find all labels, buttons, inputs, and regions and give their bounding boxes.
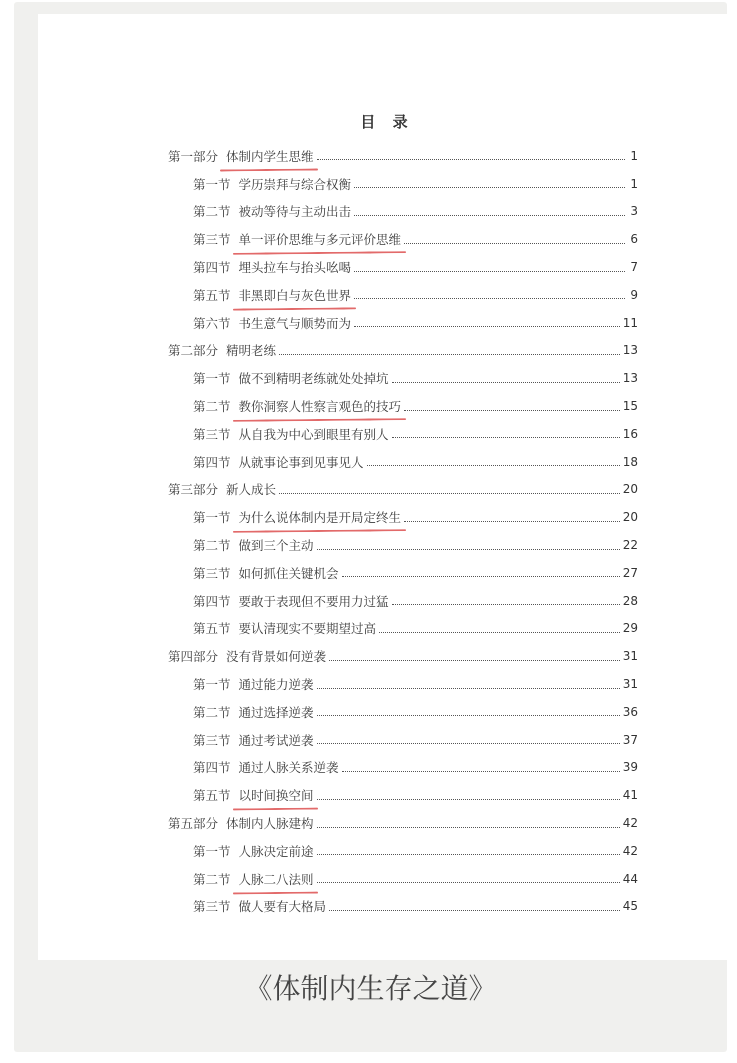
dot-leader	[279, 493, 620, 494]
toc-section-entry	[168, 281, 638, 309]
entry-title	[226, 814, 314, 832]
entry-title	[239, 564, 339, 582]
toc-section-entry	[168, 781, 638, 809]
toc-section-entry	[168, 170, 638, 198]
entry-title-text: 体制内人脉建构	[226, 816, 314, 832]
entry-title-text: 通过能力逆袭	[238, 677, 314, 693]
entry-number-label: 第五节	[193, 788, 231, 804]
page-number: 27	[622, 565, 638, 580]
entry-title	[226, 147, 314, 165]
toc-section-entry	[168, 587, 638, 615]
page-number: 44	[622, 871, 638, 886]
entry-title-text: 非黑即白与灰色世界	[238, 287, 352, 303]
entry-number-label: 第二节	[193, 399, 231, 415]
table-of-contents	[168, 142, 638, 920]
book-title-caption: 《体制内生存之道》	[244, 972, 497, 1005]
entry-title	[239, 731, 314, 749]
entry-number-label: 第四节	[193, 760, 231, 776]
entry-number-label: 第五部分	[168, 816, 219, 832]
dot-leader	[317, 715, 620, 716]
entry-title-text: 人脉二八法则	[238, 871, 314, 887]
entry-title	[239, 897, 327, 915]
toc-part-entry	[168, 642, 638, 670]
entry-title	[239, 592, 389, 610]
entry-number-label: 第四部分	[168, 649, 219, 665]
entry-title	[239, 758, 339, 776]
dot-leader	[392, 382, 620, 383]
entry-number-label: 第三节	[193, 426, 231, 442]
entry-number-label: 第二节	[193, 704, 231, 720]
page-number: 15	[622, 399, 638, 414]
dot-leader	[317, 688, 620, 689]
entry-title	[239, 369, 389, 387]
entry-title	[239, 536, 314, 554]
entry-number-label: 第三节	[193, 232, 231, 248]
toc-section-entry	[168, 225, 638, 253]
entry-number-label: 第一节	[193, 843, 231, 859]
page-number: 45	[622, 899, 638, 914]
dot-leader	[404, 410, 620, 411]
dot-leader	[317, 743, 620, 744]
entry-number-label: 第一节	[193, 677, 231, 693]
entry-title-text: 埋头拉车与抬头吆喝	[238, 260, 352, 276]
toc-part-entry	[168, 337, 638, 365]
document-page	[38, 14, 736, 960]
entry-title-text: 书生意气与顺势而为	[238, 315, 352, 331]
page-number: 36	[622, 704, 638, 719]
page-number: 41	[622, 788, 638, 803]
entry-title	[239, 397, 402, 415]
dot-leader	[342, 576, 620, 577]
entry-number-label: 第二节	[193, 538, 231, 554]
entry-number-label: 第四节	[193, 593, 231, 609]
entry-number-label: 第五节	[193, 621, 231, 637]
page-number: 18	[622, 454, 638, 469]
page-number: 6	[630, 232, 638, 247]
page-number: 1	[630, 176, 638, 191]
toc-section-entry	[168, 726, 638, 754]
toc-part-entry	[168, 809, 638, 837]
toc-section-entry	[168, 531, 638, 559]
entry-title-text: 新人成长	[226, 482, 277, 498]
entry-number-label: 第三部分	[168, 482, 219, 498]
entry-number-label: 第一节	[193, 371, 231, 387]
entry-title-text: 如何抓住关键机会	[238, 565, 339, 581]
page-number: 42	[622, 843, 638, 858]
entry-number-label: 第三节	[193, 565, 231, 581]
entry-title-text: 通过考试逆袭	[238, 732, 314, 748]
entry-title-text: 体制内学生思维	[226, 148, 314, 164]
entry-title-text: 通过选择逆袭	[238, 704, 314, 720]
dot-leader	[317, 827, 620, 828]
page-number: 16	[622, 426, 638, 441]
image-frame	[14, 2, 727, 1052]
dot-leader	[354, 326, 620, 327]
dot-leader	[317, 159, 625, 160]
dot-leader	[404, 243, 625, 244]
entry-title-text: 为什么说体制内是开局定终生	[238, 510, 402, 526]
page-number: 39	[622, 760, 638, 775]
page-number: 42	[622, 816, 638, 831]
entry-number-label: 第三节	[193, 899, 231, 915]
entry-title-text: 没有背景如何逆袭	[226, 649, 327, 665]
page-number: 3	[630, 204, 638, 219]
toc-section-entry	[168, 893, 638, 921]
dot-leader	[342, 771, 620, 772]
entry-title-text: 单一评价思维与多元评价思维	[238, 232, 402, 248]
entry-number-label: 第三节	[193, 732, 231, 748]
entry-number-label: 第四节	[193, 260, 231, 276]
toc-part-entry	[168, 142, 638, 170]
page-number: 13	[622, 371, 638, 386]
toc-section-entry	[168, 837, 638, 865]
dot-leader	[317, 799, 620, 800]
page-number: 31	[622, 677, 638, 692]
entry-number-label: 第一部分	[168, 148, 219, 164]
entry-title	[239, 425, 389, 443]
entry-title-text: 通过人脉关系逆袭	[238, 760, 339, 776]
entry-number-label: 第二部分	[168, 343, 219, 359]
entry-title	[239, 870, 314, 888]
entry-number-label: 第六节	[193, 315, 231, 331]
page-number: 9	[630, 287, 638, 302]
entry-title	[239, 286, 352, 304]
page-number: 31	[622, 649, 638, 664]
dot-leader	[317, 854, 620, 855]
toc-section-entry	[168, 253, 638, 281]
page-number: 29	[622, 621, 638, 636]
page-number: 20	[622, 510, 638, 525]
entry-title-text: 学历崇拜与综合权衡	[238, 176, 352, 192]
toc-section-entry	[168, 670, 638, 698]
page-number: 13	[622, 343, 638, 358]
entry-number-label: 第一节	[193, 510, 231, 526]
entry-title-text: 教你洞察人性察言观色的技巧	[238, 399, 402, 415]
page-number: 28	[622, 593, 638, 608]
page-number: 1	[630, 148, 638, 163]
entry-title-text: 以时间换空间	[238, 788, 314, 804]
dot-leader	[354, 215, 625, 216]
entry-title	[239, 258, 352, 276]
toc-section-entry	[168, 503, 638, 531]
entry-title	[239, 202, 352, 220]
entry-number-label: 第二节	[193, 871, 231, 887]
entry-title	[226, 647, 326, 665]
entry-title	[239, 675, 314, 693]
toc-section-entry	[168, 754, 638, 782]
entry-number-label: 第五节	[193, 287, 231, 303]
dot-leader	[354, 298, 625, 299]
entry-title-text: 做不到精明老练就处处掉坑	[238, 371, 389, 387]
entry-title	[226, 480, 276, 498]
entry-title-text: 精明老练	[226, 343, 277, 359]
page-number: 11	[622, 315, 638, 330]
entry-title	[239, 786, 314, 804]
toc-section-entry	[168, 198, 638, 226]
toc-section-entry	[168, 364, 638, 392]
entry-title	[239, 619, 377, 637]
page-number: 20	[622, 482, 638, 497]
dot-leader	[392, 437, 620, 438]
toc-section-entry	[168, 865, 638, 893]
dot-leader	[354, 187, 625, 188]
toc-section-entry	[168, 420, 638, 448]
dot-leader	[354, 271, 625, 272]
entry-title-text: 从就事论事到见事见人	[238, 454, 364, 470]
entry-title-text: 做人要有大格局	[238, 899, 327, 915]
entry-title	[239, 842, 314, 860]
entry-title	[226, 341, 276, 359]
entry-number-label: 第二节	[193, 204, 231, 220]
dot-leader	[329, 910, 620, 911]
entry-title	[239, 453, 364, 471]
page-number: 37	[622, 732, 638, 747]
entry-title-text: 做到三个主动	[238, 538, 314, 554]
dot-leader	[379, 632, 620, 633]
entry-title-text: 人脉决定前途	[238, 843, 314, 859]
entry-title	[239, 508, 402, 526]
toc-section-entry	[168, 559, 638, 587]
toc-section-entry	[168, 615, 638, 643]
entry-number-label: 第四节	[193, 454, 231, 470]
entry-number-label: 第一节	[193, 176, 231, 192]
entry-title	[239, 703, 314, 721]
entry-title	[239, 175, 352, 193]
dot-leader	[317, 549, 620, 550]
toc-section-entry	[168, 698, 638, 726]
dot-leader	[317, 882, 620, 883]
entry-title	[239, 314, 352, 332]
entry-title-text: 被动等待与主动出击	[238, 204, 352, 220]
dot-leader	[392, 604, 620, 605]
entry-title-text: 要认清现实不要期望过高	[238, 621, 377, 637]
entry-title-text: 从自我为中心到眼里有别人	[238, 426, 389, 442]
toc-part-entry	[168, 476, 638, 504]
dot-leader	[367, 465, 620, 466]
toc-section-entry	[168, 392, 638, 420]
page-number: 22	[622, 538, 638, 553]
page-number: 7	[630, 260, 638, 275]
entry-title-text: 要敢于表现但不要用力过猛	[238, 593, 389, 609]
dot-leader	[279, 354, 620, 355]
dot-leader	[329, 660, 620, 661]
toc-section-entry	[168, 309, 638, 337]
toc-title: 目 录	[360, 113, 414, 131]
dot-leader	[404, 521, 620, 522]
toc-section-entry	[168, 448, 638, 476]
entry-title	[239, 230, 402, 248]
